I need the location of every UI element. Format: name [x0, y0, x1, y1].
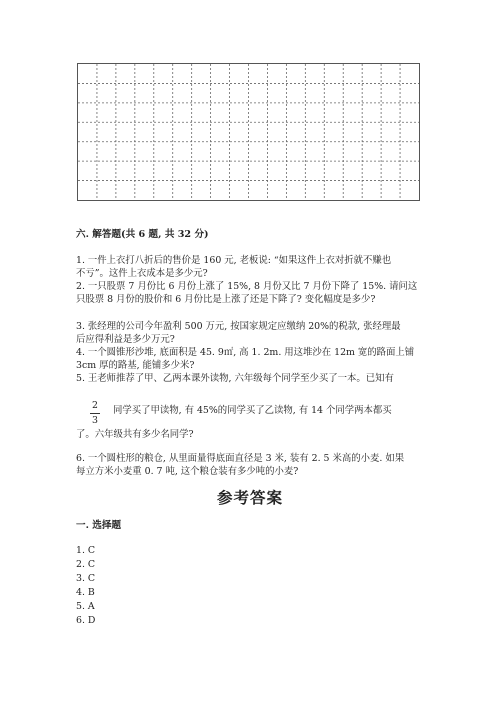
question-4-line-1: 4. 一个圆锥形沙堆, 底面积是 45. 9㎡, 高 1. 2m. 用这堆沙在 12m 宽的路面上铺 — [76, 347, 415, 358]
question-3-line-2: 后应得利益是多少万元? — [76, 334, 175, 345]
answer-item: 5. A — [76, 601, 95, 612]
answer-item: 2. C — [76, 559, 96, 570]
answer-item: 6. D — [76, 615, 96, 626]
answers-title: 参考答案 — [216, 488, 283, 507]
fraction-numerator: 2 — [92, 400, 98, 411]
question-3-line-1: 3. 张经理的公司今年盈利 500 万元, 按国家规定应缴纳 20%的税款, 张经理最 — [76, 321, 401, 332]
question-2-line-2: 只股票 8 月份的股价和 6 月份比是上涨了还是下降了? 变化幅度是多少? — [76, 294, 376, 305]
answer-item: 1. C — [76, 545, 96, 556]
question-4-line-2: 3cm 厚的路基, 能铺多少米? — [76, 360, 195, 371]
question-5-line-3: 了。六年级共有多少名同学? — [76, 429, 194, 440]
fraction-bar — [90, 413, 100, 414]
question-6-line-1: 6. 一个圆柱形的粮仓, 从里面量得底面直径是 3 米, 装有 2. 5 米高的小麦. 如果 — [76, 453, 405, 464]
question-1-line-1: 1. 一件上衣打八折后的售价是 160 元, 老板说: “如果这件上衣对折就不赚也 — [76, 255, 392, 266]
question-5-line-2: 同学买了甲读物, 有 45%的同学买了乙读物, 有 14 个同学两本都买 — [113, 405, 392, 416]
question-5-fraction — [90, 400, 100, 427]
writing-grid — [77, 63, 420, 201]
answer-item: 3. C — [76, 573, 96, 584]
answers-section-1-title: 一. 选择题 — [76, 520, 122, 531]
fraction-denominator: 3 — [92, 415, 98, 426]
question-6-line-2: 每立方米小麦重 0. 7 吨, 这个粮仓装有多少吨的小麦? — [76, 466, 299, 477]
question-2-line-1: 2. 一只股票 7 月份比 6 月份上涨了 15%, 8 月份又比 7 月份下降了 15%. 请问这 — [76, 281, 418, 292]
answer-item: 4. B — [76, 587, 95, 598]
question-1-line-2: 不亏”。这件上衣成本是多少元? — [76, 268, 208, 279]
question-5-line-1: 5. 王老师推荐了甲、乙两本课外读物, 六年级每个同学至少买了一本。已知有 — [76, 373, 394, 384]
section-6-title: 六. 解答题(共 6 题, 共 32 分) — [76, 229, 209, 240]
writing-grid-lines — [78, 64, 421, 202]
